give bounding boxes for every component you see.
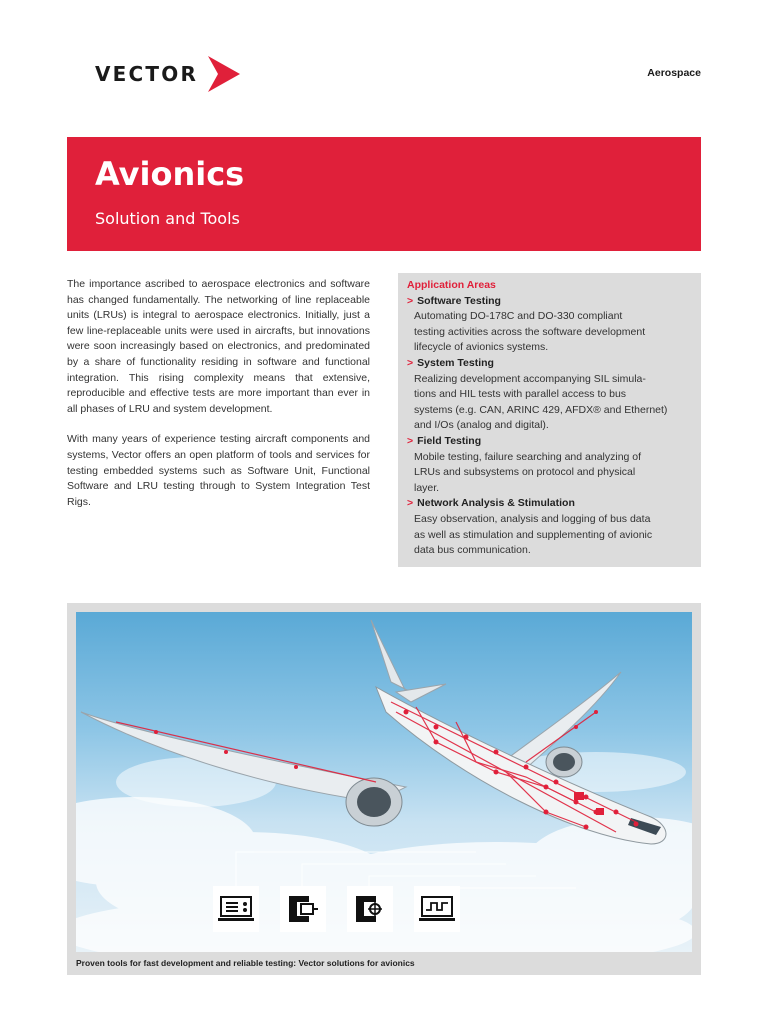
area-heading	[407, 294, 693, 310]
area-heading-label: Network Analysis & Stimulation	[417, 497, 575, 510]
area-line: lifecycle of avionics systems.	[414, 341, 549, 354]
area-line: Mobile testing, failure searching and analyzing of	[414, 450, 642, 463]
aircraft-illustration	[76, 612, 692, 952]
area-heading	[407, 356, 693, 372]
area-description	[407, 309, 693, 356]
chevron-logo-icon	[206, 56, 240, 92]
marker-icon: >	[407, 497, 414, 510]
area-line: as well as stimulation and supplementing of avionic	[414, 528, 653, 541]
area-line: and I/Os (analog and digital).	[414, 419, 549, 432]
area-heading-label: System Testing	[417, 356, 494, 369]
area-heading-label: Field Testing	[417, 434, 482, 447]
page-title: Avionics	[95, 155, 245, 193]
intro-paragraph: The importance ascribed to aerospace electronics and software has changed fundamentally. The networking of line replaceable units (LRUs) is integral to aerospace electronics. Initially, just a few line-replaceable units were used in aircrafts, but innovations were soon increasingly based on electronics, and predominated by a share of functionality residing in software and functional integration. This rising complexity means that extensive, reproducible and effective tests are more important than ever in all phases of LRU and system development.	[67, 278, 370, 415]
oscilloscope-icon	[414, 886, 460, 932]
marker-icon: >	[407, 356, 414, 369]
area-line: systems (e.g. CAN, ARINC 429, AFDX® and Ethernet)	[414, 403, 668, 416]
area-description	[407, 512, 693, 559]
hardware-interface-icon	[280, 886, 326, 932]
application-areas-title: Application Areas	[407, 279, 496, 291]
figure-caption: Proven tools for fast development and reliable testing: Vector solutions for avionics	[76, 958, 415, 968]
figure-panel	[67, 603, 701, 975]
area-line: testing activities across the software development	[414, 325, 646, 338]
area-line: LRUs and subsystems on protocol and physical	[414, 466, 636, 479]
vector-logo	[95, 56, 240, 92]
area-heading	[407, 434, 693, 450]
intro-paragraph: With many years of experience testing aircraft components and systems, Vector offers an open platform of tools and services for testing embedded systems such as Software Unit, Functional Software and LRU testing through to System Integration Test Rigs.	[67, 433, 370, 508]
area-heading-label: Software Testing	[417, 294, 501, 307]
area-description	[407, 372, 693, 434]
laptop-tool-icon	[213, 886, 259, 932]
area-heading	[407, 496, 693, 512]
intro-text	[67, 277, 370, 525]
marker-icon: >	[407, 434, 414, 447]
area-line: data bus communication.	[414, 544, 531, 557]
marker-icon: >	[407, 294, 414, 307]
test-rig-icon	[347, 886, 393, 932]
area-line: tions and HIL tests with parallel access to bus	[414, 388, 627, 401]
title-banner	[67, 137, 701, 251]
page-subtitle: Solution and Tools	[95, 209, 240, 228]
area-line: Automating DO-178C and DO-330 compliant	[414, 310, 623, 323]
area-description	[407, 450, 693, 497]
section-label: Aerospace	[647, 67, 701, 79]
application-areas-box	[398, 273, 701, 567]
area-line: layer.	[414, 481, 440, 494]
logo-text: VECTOR	[95, 62, 199, 86]
area-line: Easy observation, analysis and logging of bus data	[414, 512, 651, 525]
area-line: Realizing development accompanying SIL simula-	[414, 372, 646, 385]
